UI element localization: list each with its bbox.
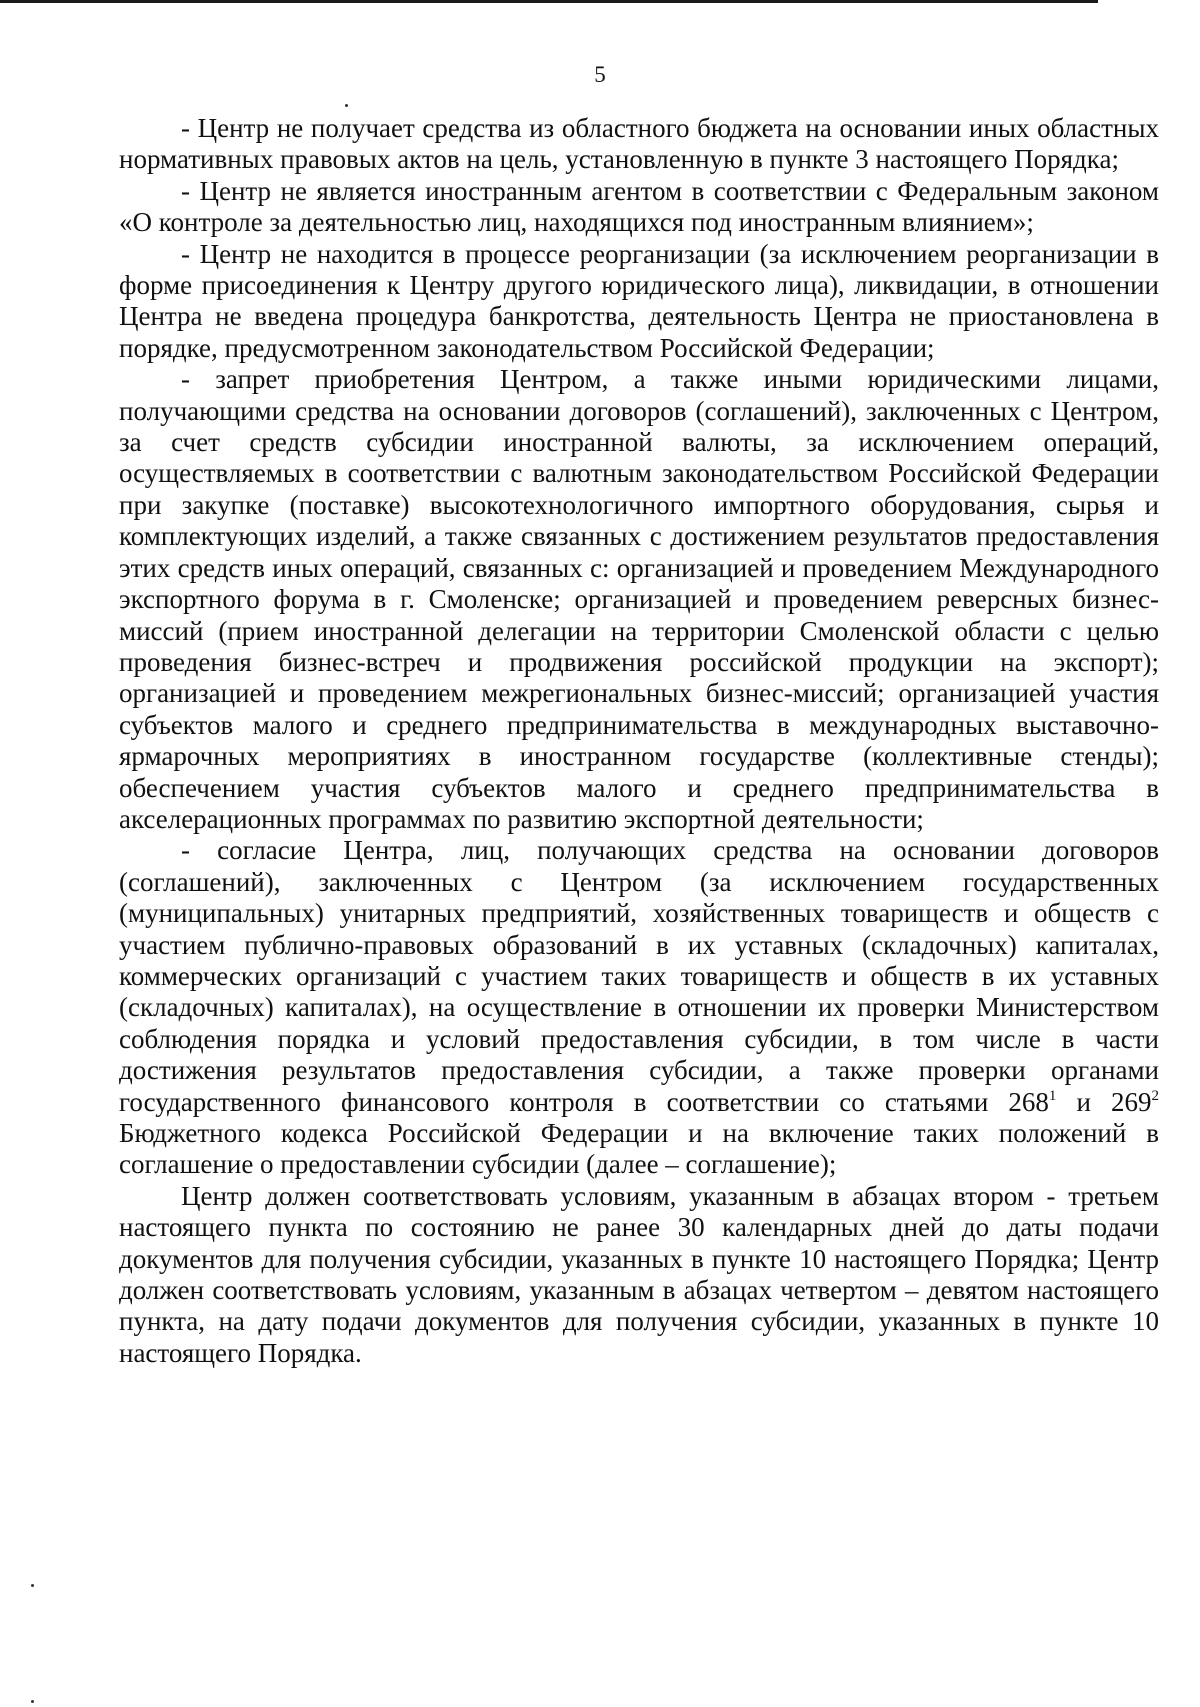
document-body <box>119 113 1159 1369</box>
paragraph-compliance-conditions: Центр должен соответствовать условиям, указанным в абзацах втором - третьем настоящего пункта по состоянию не ранее 30 календарных дней до даты подачи документов для получения субсидии, указанных в пункте 10 настоящего Порядка; Центр должен соответствовать условиям, указанным в абзацах четвертом – девятом настоящего пункта, на дату подачи документов для получения субсидии, указанных в пункте 10 настоящего Порядка. <box>119 1180 1159 1368</box>
superscript-2: 2 <box>1151 1087 1159 1104</box>
consent-text-before: - согласие Центра, лиц, получающих средства на основании договоров (соглашений), заключенных с Центром (за исключением государственных (муниципальных) унитарных предприятий, хозяйственных товариществ и обществ с участием публично-правовых образований в их уставных (складочных) капиталах, коммерческих организаций с участием таких товариществ и обществ в их уставных (складочных) капиталах), на осуществление в отношении их проверки Министерством соблюдения порядка и условий предоставления субсидии, в том числе в части достижения результатов предоставления субсидии, а также проверки органами государственного финансового контроля в соответствии со статьями 268 <box>119 835 1159 1117</box>
scan-speck <box>31 1700 34 1703</box>
page-number: 5 <box>594 62 606 87</box>
superscript-1: 1 <box>1048 1087 1057 1104</box>
paragraph-not-foreign-agent: - Центр не является иностранным агентом в соответствии с Федеральным законом «О контроле за деятельностью лиц, находящихся под иностранным влиянием»; <box>119 175 1159 238</box>
top-border-line <box>0 0 1098 3</box>
paragraph-not-receiving-funds: - Центр не получает средства из областного бюджета на основании иных областных нормативных правовых актов на цель, установленную в пункте 3 настоящего Порядка; <box>119 113 1159 175</box>
consent-text-middle: и 269 <box>1056 1086 1152 1117</box>
paragraph-not-in-reorganization: - Центр не находится в процессе реорганизации (за исключением реорганизации в форме присоединения к Центру другого юридического лица), ликвидации, в отношении Центра не введена процедура банкротства, деятельность Центра не приостановлена в порядке, предусмотренном законодательством Российской Федерации; <box>119 238 1159 363</box>
consent-text-after: Бюджетного кодекса Российской Федерации и на включение таких положений в соглашение о предоставлении субсидии (далее – соглашение); <box>119 1118 1159 1180</box>
scan-speck <box>31 1584 34 1587</box>
scan-speck <box>345 104 348 107</box>
paragraph-consent-to-audit <box>119 835 1159 1180</box>
paragraph-currency-purchase-ban: - запрет приобретения Центром, а также иными юридическими лицами, получающими средства на основании договоров (соглашений), заключенных с Центром, за счет средств субсидии иностранной валюты, за исключением операций, осуществляемых в соответствии с валютным законодательством Российской Федерации при закупке (поставке) высокотехнологичного импортного оборудования, сырья и комплектующих изделий, а также связанных с достижением результатов предоставления этих средств иных операций, связанных с: организацией и проведением Международного экспортного форума в г. Смоленске; организацией и проведением реверсных бизнес-миссий (прием иностранной делегации на территории Смоленской области с целью проведения бизнес-встреч и продвижения российской продукции на экспорт); организацией и проведением межрегиональных бизнес-миссий; организацией участия субъектов малого и среднего предпринимательства в международных выставочно-ярмарочных мероприятиях в иностранном государстве (коллективные стенды); обеспечением участия субъектов малого и среднего предпринимательства в акселерационных программах по развитию экспортной деятельности; <box>119 364 1159 834</box>
